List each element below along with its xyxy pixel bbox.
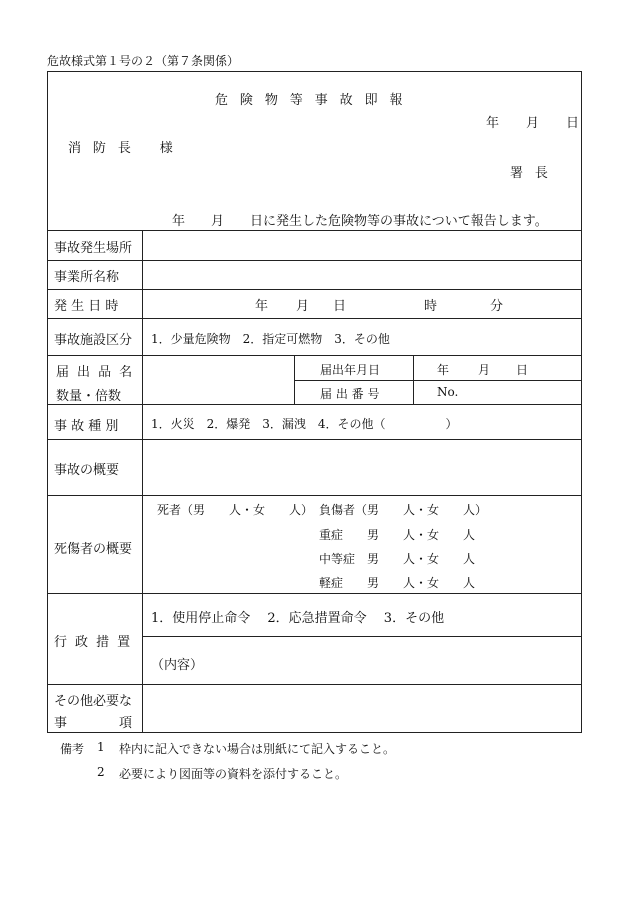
sender: 署 長 <box>510 166 552 181</box>
admin-action-options: 1．使用停止命令 2．応急措置命令 3．その他 <box>151 611 445 626</box>
admin-action-content-label: （内容） <box>151 658 204 673</box>
row-divider <box>47 495 582 496</box>
row-divider <box>47 404 582 405</box>
casualties-dead: 死者（男 人・女 人） <box>157 503 314 517</box>
datetime-minute: 分 <box>490 299 504 314</box>
casualties-severe: 重症 男 人・女 人 <box>319 528 476 542</box>
notification-date-month: 月 <box>478 363 491 377</box>
product-name-label: 届 出 品 名 <box>56 365 135 380</box>
row-divider <box>294 380 582 381</box>
note-1: 枠内に記入できない場合は別紙にて記入すること。 <box>119 742 396 756</box>
other-label-line2: 事 項 <box>54 716 133 731</box>
note-2: 必要により図面等の資料を添付すること。 <box>119 767 348 781</box>
notification-number-label: 届 出 番 号 <box>320 387 380 401</box>
column-divider <box>413 355 414 404</box>
notes-heading: 備考 <box>60 742 85 756</box>
datetime-hour: 時 <box>424 299 438 314</box>
form-number-label: 危故様式第１号の２（第７条関係） <box>47 54 240 68</box>
admin-action-label: 行 政 措 置 <box>54 635 133 650</box>
row-divider <box>47 289 582 290</box>
office-name-label: 事業所名称 <box>54 270 120 285</box>
facility-category-options: 1．少量危険物 2．指定可燃物 3．その他 <box>151 332 390 346</box>
row-divider <box>47 355 582 356</box>
accident-type-label: 事 故 種 別 <box>54 419 119 434</box>
column-divider <box>142 230 143 733</box>
row-divider <box>47 230 582 231</box>
casualties-minor: 軽症 男 人・女 人 <box>319 576 476 590</box>
row-divider <box>47 684 582 685</box>
report-date-day: 日 <box>566 116 580 131</box>
other-label-line1: その他必要な <box>54 694 133 709</box>
row-divider <box>47 439 582 440</box>
notification-number-prefix: No. <box>437 385 459 399</box>
datetime-day: 日 <box>333 299 347 314</box>
row-divider <box>47 260 582 261</box>
notification-date-year: 年 <box>437 363 450 377</box>
casualties-injured: 負傷者（男 人・女 人） <box>319 503 488 517</box>
casualties-moderate: 中等症 男 人・女 人 <box>319 552 476 566</box>
datetime-month: 月 <box>296 299 310 314</box>
row-divider <box>142 636 582 637</box>
datetime-year: 年 <box>255 299 269 314</box>
notification-date-day: 日 <box>516 363 529 377</box>
quantity-label: 数量・倍数 <box>56 389 122 404</box>
datetime-label: 発 生 日 時 <box>54 299 119 314</box>
report-date-year: 年 <box>486 116 500 131</box>
row-divider <box>47 318 582 319</box>
casualties-label: 死傷者の概要 <box>54 542 133 557</box>
notification-date-label: 届出年月日 <box>320 363 381 377</box>
report-date-month: 月 <box>526 116 540 131</box>
row-divider <box>47 593 582 594</box>
note-1-number: 1 <box>97 740 105 754</box>
form-title: 危 険 物 等 事 故 即 報 <box>215 93 407 108</box>
column-divider <box>294 355 295 404</box>
location-label: 事故発生場所 <box>54 241 133 256</box>
note-2-number: 2 <box>97 765 105 779</box>
accident-summary-label: 事故の概要 <box>54 463 120 478</box>
facility-category-label: 事故施設区分 <box>54 333 133 348</box>
accident-type-options: 1．火災 2．爆発 3．漏洩 4．その他（ ） <box>151 417 458 431</box>
report-statement: 年 月 日に発生した危険物等の事故について報告します。 <box>172 214 548 229</box>
recipient: 消 防 長 様 <box>68 141 177 156</box>
